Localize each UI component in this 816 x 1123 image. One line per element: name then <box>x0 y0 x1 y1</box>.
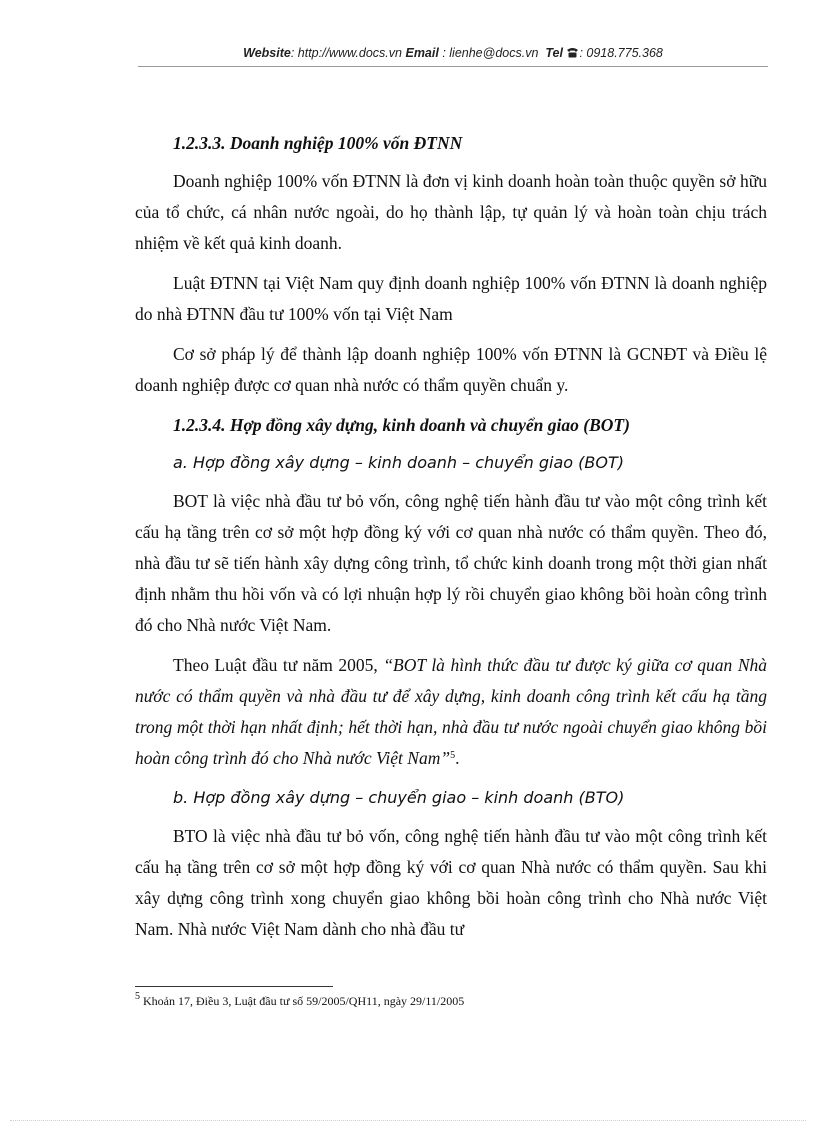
paragraph: BTO là việc nhà đầu tư bỏ vốn, công nghệ tiến hành đầu tư vào một công trình kết cấu hạ tầng trên cơ sở một hợp đồng ký với cơ quan Nhà nước có thẩm quyền. Sau khi xây dựng công trình xong chuyển giao không bồi hoàn công trình cho Nhà nước Việt Nam. Nhà nước Việt Nam dành cho nhà đầu tư <box>135 826 767 939</box>
section-heading-1-2-3-3: 1.2.3.3. Doanh nghiệp 100% vốn ĐTNN <box>173 133 463 153</box>
page-header <box>138 46 768 60</box>
paragraph-with-quote <box>135 650 767 774</box>
footnote <box>135 991 465 1009</box>
footnote-number: 5 <box>135 991 140 1002</box>
quote-lead: Theo Luật đầu tư năm 2005, <box>173 655 384 675</box>
document-body <box>135 128 767 954</box>
footnote-divider <box>135 986 333 987</box>
footnote-reference[interactable]: 5 <box>450 750 456 761</box>
tel-label: Tel <box>545 46 563 60</box>
website-label: Website <box>243 46 291 60</box>
website-url[interactable]: : http://www.docs.vn <box>290 46 402 60</box>
email-label: Email <box>405 46 439 60</box>
email-address[interactable]: : lienhe@docs.vn <box>442 46 539 60</box>
paragraph: Cơ sở pháp lý để thành lập doanh nghiệp 100% vốn ĐTNN là GCNĐT và Điều lệ doanh nghiệp được cơ quan nhà nước có thẩm quyền chuẩn y. <box>135 344 767 395</box>
page-bottom-border <box>10 1120 806 1121</box>
quote-end: . <box>455 748 460 768</box>
tel-number: : 0918.775.368 <box>579 46 663 60</box>
subheading-bot: a. Hợp đồng xây dựng – kinh doanh – chuyển giao (BOT) <box>173 453 624 472</box>
paragraph: BOT là việc nhà đầu tư bỏ vốn, công nghệ tiến hành đầu tư vào một công trình kết cấu hạ tầng trên cơ sở một hợp đồng ký với cơ quan nhà nước có thẩm quyền. Theo đó, nhà đầu tư sẽ tiến hành xây dựng công trình, tổ chức kinh doanh trong một thời gian nhất định nhằm thu hồi vốn và có lợi nhuận hợp lý rồi chuyển giao không bồi hoàn công trình đó cho Nhà nước Việt Nam. <box>135 491 767 635</box>
header-divider <box>138 66 768 67</box>
phone-icon <box>566 47 579 58</box>
law-quote: “BOT là hình thức đầu tư được ký giữa cơ quan Nhà nước có thẩm quyền và nhà đầu tư để xây dựng, kinh doanh công trình kết cấu hạ tầng trong một thời hạn nhất định; hết thời hạn, nhà đầu tư nước ngoài chuyển giao không bồi hoàn công trình đó cho Nhà nước Việt Nam” <box>135 655 767 768</box>
paragraph: Luật ĐTNN tại Việt Nam quy định doanh nghiệp 100% vốn ĐTNN là doanh nghiệp do nhà ĐTNN đầu tư 100% vốn tại Việt Nam <box>135 273 767 324</box>
footnote-text: Khoản 17, Điều 3, Luật đầu tư số 59/2005/QH11, ngày 29/11/2005 <box>140 994 465 1008</box>
subheading-bto: b. Hợp đồng xây dựng – chuyển giao – kinh doanh (BTO) <box>173 788 625 807</box>
section-heading-1-2-3-4: 1.2.3.4. Hợp đồng xây dựng, kinh doanh và chuyển giao (BOT) <box>173 415 630 435</box>
paragraph: Doanh nghiệp 100% vốn ĐTNN là đơn vị kinh doanh hoàn toàn thuộc quyền sở hữu của tổ chức, cá nhân nước ngoài, do họ thành lập, tự quản lý và hoàn toàn chịu trách nhiệm về kết quả kinh doanh. <box>135 171 767 253</box>
